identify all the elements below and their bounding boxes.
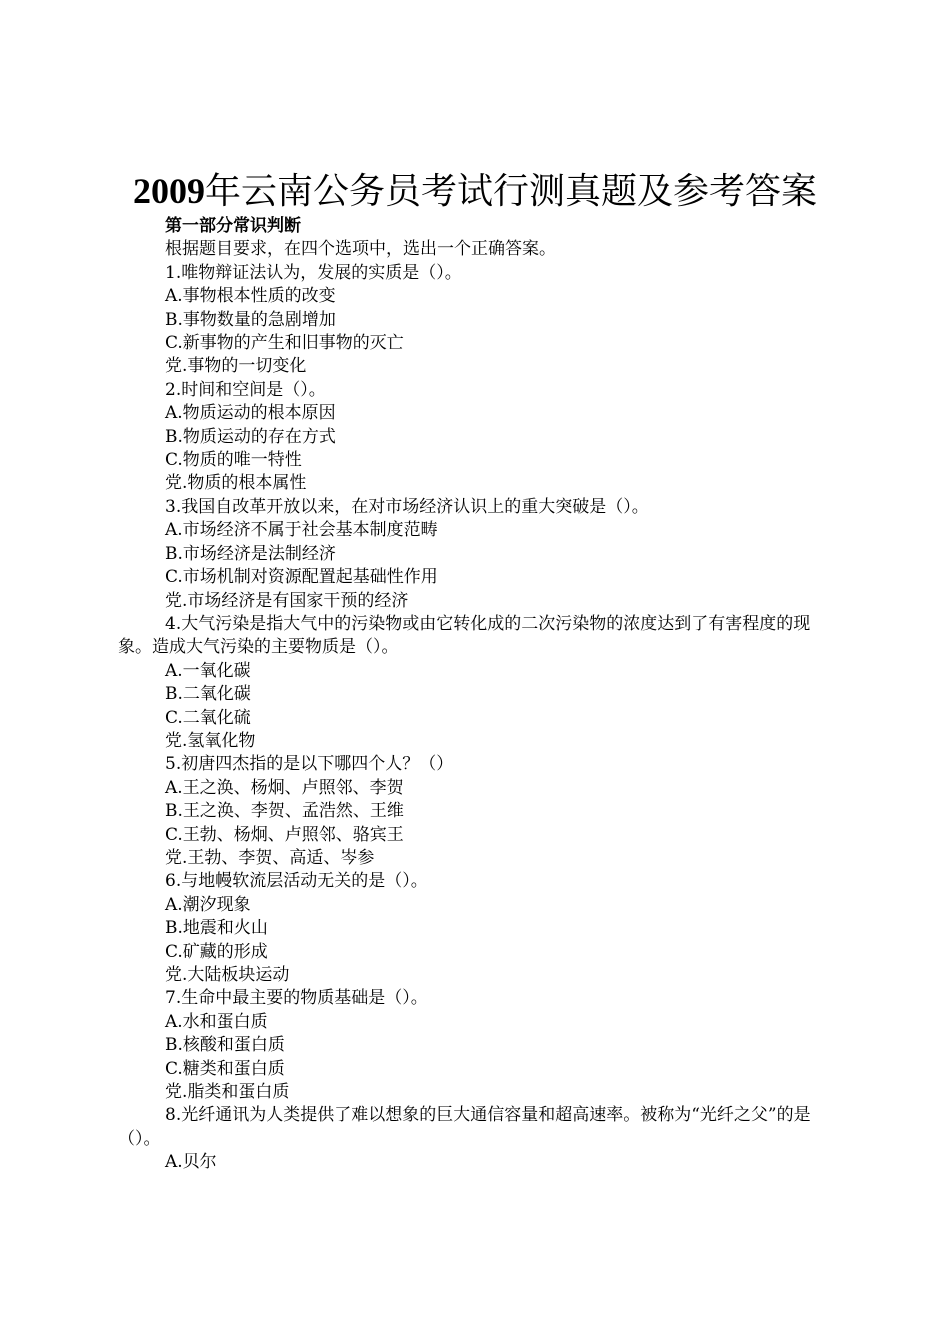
option-line: A.贝尔 [165, 1152, 217, 1173]
option-line: B.市场经济是法制经济 [165, 543, 336, 564]
option-line: 党.物质的根本属性 [165, 473, 307, 494]
option-line: C.二氧化硫 [165, 707, 251, 728]
option-line: 党.事物的一切变化 [165, 356, 307, 377]
option-line: C.市场机制对资源配置起基础性作用 [165, 567, 438, 588]
option-line: B.物质运动的存在方式 [165, 426, 336, 447]
question-7: 7.生命中最主要的物质基础是（）。 [165, 988, 428, 1009]
option-line: A.事物根本性质的改变 [165, 286, 336, 307]
option-line: C.矿藏的形成 [165, 941, 268, 962]
option-line: B.二氧化碳 [165, 684, 251, 705]
question-1: 1.唯物辩证法认为，发展的实质是（）。 [165, 262, 462, 283]
option-line: C.新事物的产生和旧事物的灭亡 [165, 333, 404, 354]
option-line: 党.大陆板块运动 [165, 965, 290, 985]
question-6: 6.与地幔软流层活动无关的是（）。 [165, 871, 428, 892]
option-line: B.事物数量的急剧增加 [165, 309, 336, 330]
option-line: C.物质的唯一特性 [165, 450, 302, 471]
option-line: B.核酸和蛋白质 [165, 1035, 285, 1056]
title-year: 2009 [132, 171, 205, 211]
document-body [118, 215, 835, 1175]
document-title [0, 170, 950, 213]
question-5: 5.初唐四杰指的是以下哪四个人？（） [165, 754, 454, 775]
section-heading: 第一部分常识判断 [165, 216, 301, 236]
option-line: 党.市场经济是有国家干预的经济 [165, 590, 409, 611]
question-2: 2.时间和空间是（）。 [165, 379, 326, 400]
option-line: A.一氧化碳 [165, 660, 251, 681]
option-line: A.市场经济不属于社会基本制度范畴 [165, 520, 438, 541]
option-line: A.潮汐现象 [165, 894, 251, 915]
option-line: A.王之涣、杨炯、卢照邻、李贺 [165, 777, 404, 798]
option-line: B.地震和火山 [165, 918, 268, 939]
question-4: 4.大气污染是指大气中的污染物或由它转化成的二次污染物的浓度达到了有害程度的现象。造成大气污染的主要物质是（）。 [118, 613, 811, 658]
option-line: C.糖类和蛋白质 [165, 1058, 285, 1079]
option-line: A.水和蛋白质 [165, 1011, 268, 1032]
option-line: B.王之涣、李贺、孟浩然、王维 [165, 801, 404, 822]
title-text: 年云南公务员考试行测真题及参考答案 [204, 171, 817, 212]
question-3: 3.我国自改革开放以来，在对市场经济认识上的重大突破是（）。 [165, 496, 649, 517]
option-line: 党.氢氧化物 [165, 730, 256, 751]
question-8: 8.光纤通讯为人类提供了难以想象的巨大通信容量和超高速率。被称为“光纤之父”的是（）。 [118, 1105, 811, 1149]
option-line: 党.王勃、李贺、高适、岑参 [165, 847, 375, 868]
option-line: A.物质运动的根本原因 [165, 403, 336, 424]
option-line: 党.脂类和蛋白质 [165, 1082, 290, 1103]
option-line: C.王勃、杨炯、卢照邻、骆宾王 [165, 824, 404, 845]
section-instruction: 根据题目要求，在四个选项中，选出一个正确答案。 [165, 239, 556, 260]
